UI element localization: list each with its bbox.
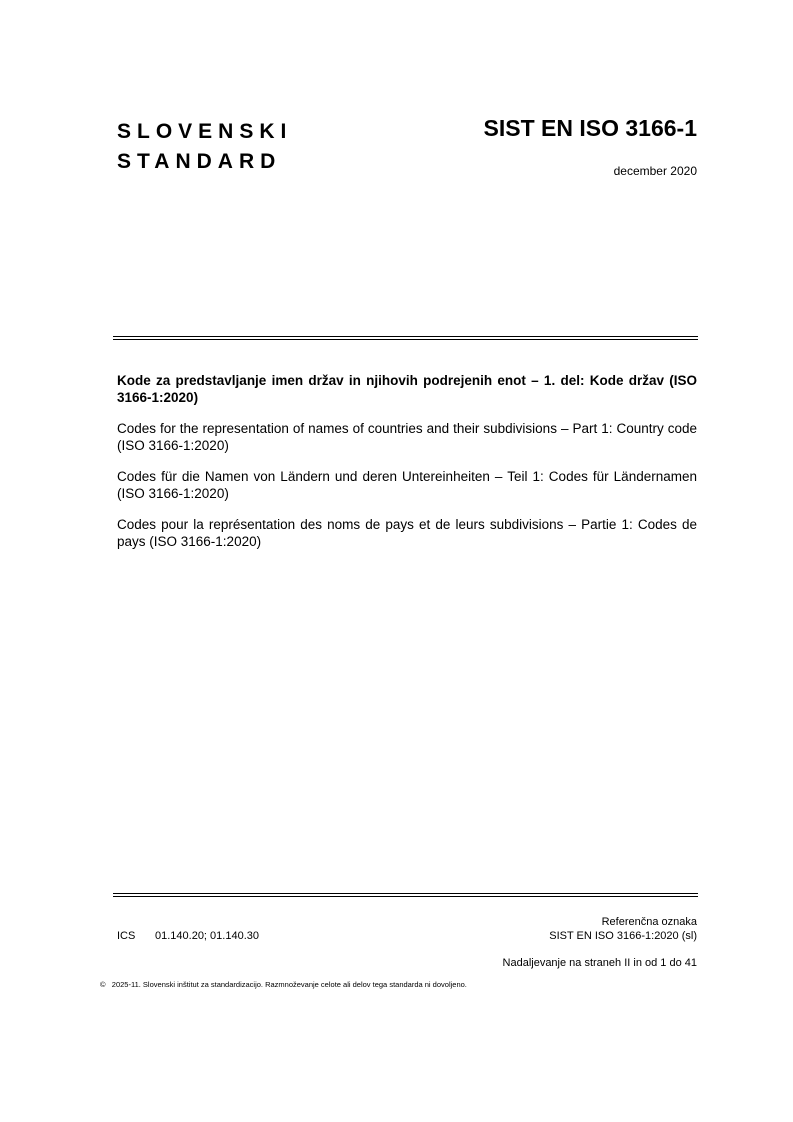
brand-line-2: STANDARD	[117, 150, 282, 173]
titles-block	[117, 372, 697, 564]
standard-code: SIST EN ISO 3166-1	[483, 115, 697, 141]
divider-bottom	[113, 893, 698, 897]
title-german: Codes für die Namen von Ländern und deren Untereinheiten – Teil 1: Codes für Ländernamen (ISO 3166-1:2020)	[117, 469, 697, 501]
ics-value: 01.140.20; 01.140.30	[155, 930, 259, 942]
title-english: Codes for the representation of names of countries and their subdivisions – Part 1: Country code (ISO 3166-1:2020)	[117, 421, 697, 453]
title-french: Codes pour la représentation des noms de pays et de leurs subdivisions – Partie 1: Codes de pays (ISO 3166-1:2020)	[117, 517, 697, 549]
title-slovenian: Kode za predstavljanje imen držav in njihovih podrejenih enot – 1. del: Kode držav (ISO 3166-1:2020)	[117, 373, 697, 405]
copyright-notice	[100, 980, 467, 989]
continuation-note: Nadaljevanje na straneh II in od 1 do 41	[502, 957, 697, 969]
copyright-icon: ©	[100, 980, 106, 989]
brand-title	[117, 117, 292, 177]
divider-top	[113, 336, 698, 340]
publication-date: december 2020	[613, 164, 697, 178]
brand-line-1: SLOVENSKI	[117, 120, 293, 143]
copyright-text: 2025-11. Slovenski inštitut za standardizacijo. Razmnoževanje celote ali delov tega standarda ni dovoljeno.	[111, 980, 467, 989]
ics-label: ICS	[117, 930, 136, 942]
reference-label: Referenčna oznaka	[601, 916, 697, 928]
reference-value: SIST EN ISO 3166-1:2020 (sl)	[549, 930, 697, 942]
